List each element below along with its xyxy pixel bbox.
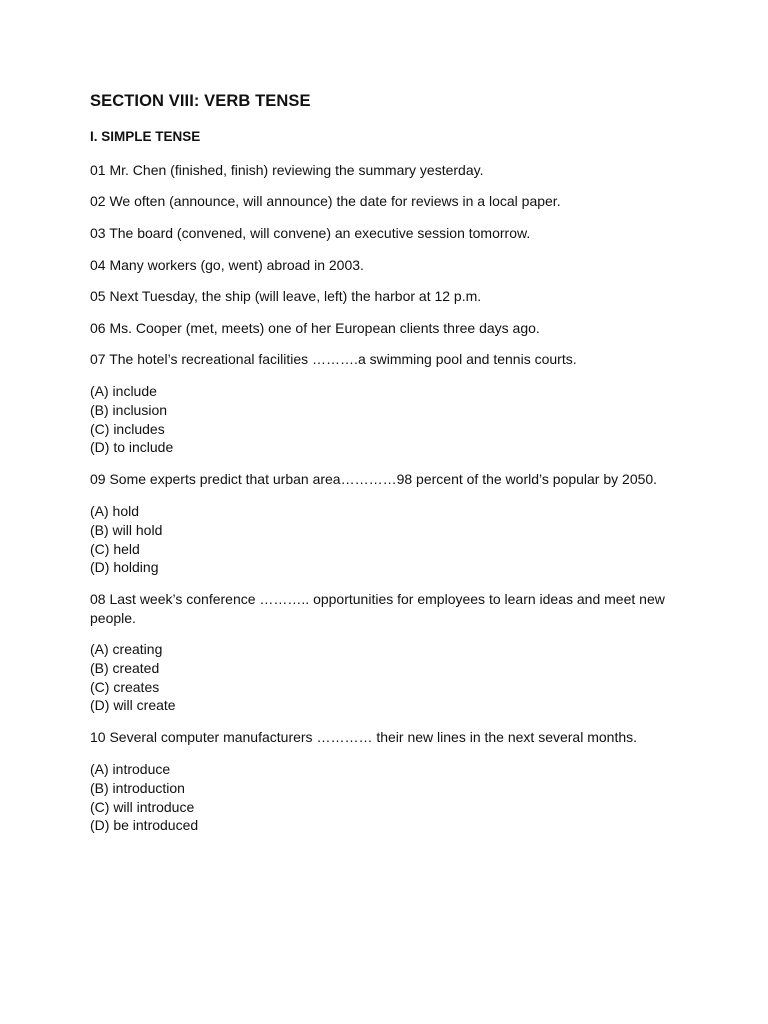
- exercise-item-06: 06 Ms. Cooper (met, meets) one of her European clients three days ago.: [90, 320, 540, 336]
- exercise-item-03: 03 The board (convened, will convene) an executive session tomorrow.: [90, 225, 531, 241]
- question-07: 07 The hotel’s recreational facilities ……….a swimming pool and tennis courts.: [90, 351, 577, 367]
- option-d: (D) holding: [90, 559, 159, 576]
- option-a: (A) introduce: [90, 761, 171, 777]
- section-title: SECTION VIII: VERB TENSE: [90, 92, 311, 110]
- exercise-item-02: 02 We often (announce, will announce) the date for reviews in a local paper.: [90, 193, 561, 209]
- question-09: 09 Some experts predict that urban area…………98 percent of the world’s popular by 2050.: [90, 471, 658, 487]
- question-10: 10 Several computer manufacturers ………… their new lines in the next several months.: [90, 729, 638, 745]
- option-b: (B) inclusion: [90, 401, 168, 418]
- option-c: (C) will introduce: [90, 798, 195, 815]
- question-08-options: [90, 640, 176, 715]
- option-b: (B) will hold: [90, 521, 163, 538]
- question-07-options: [90, 382, 173, 457]
- option-b: (B) introduction: [90, 779, 185, 796]
- option-d: (D) be introduced: [90, 817, 199, 834]
- question-09-options: [90, 502, 162, 577]
- option-a: (A) creating: [90, 641, 163, 657]
- option-c: (C) creates: [90, 678, 160, 695]
- option-c: (C) held: [90, 540, 140, 557]
- exercise-item-01: 01 Mr. Chen (finished, finish) reviewing the summary yesterday.: [90, 162, 484, 178]
- option-a: (A) hold: [90, 503, 140, 519]
- exercise-item-04: 04 Many workers (go, went) abroad in 2003.: [90, 257, 364, 273]
- option-d: (D) will create: [90, 697, 176, 714]
- option-a: (A) include: [90, 383, 157, 399]
- question-10-options: [90, 760, 198, 835]
- option-b: (B) created: [90, 659, 160, 676]
- exercise-item-05: 05 Next Tuesday, the ship (will leave, left) the harbor at 12 p.m.: [90, 288, 482, 304]
- question-08: 08 Last week’s conference ……….. opportunities for employees to learn ideas and meet new people.: [90, 591, 665, 626]
- subheading-simple-tense: I. SIMPLE TENSE: [90, 129, 201, 144]
- option-d: (D) to include: [90, 439, 174, 456]
- option-c: (C) includes: [90, 420, 165, 437]
